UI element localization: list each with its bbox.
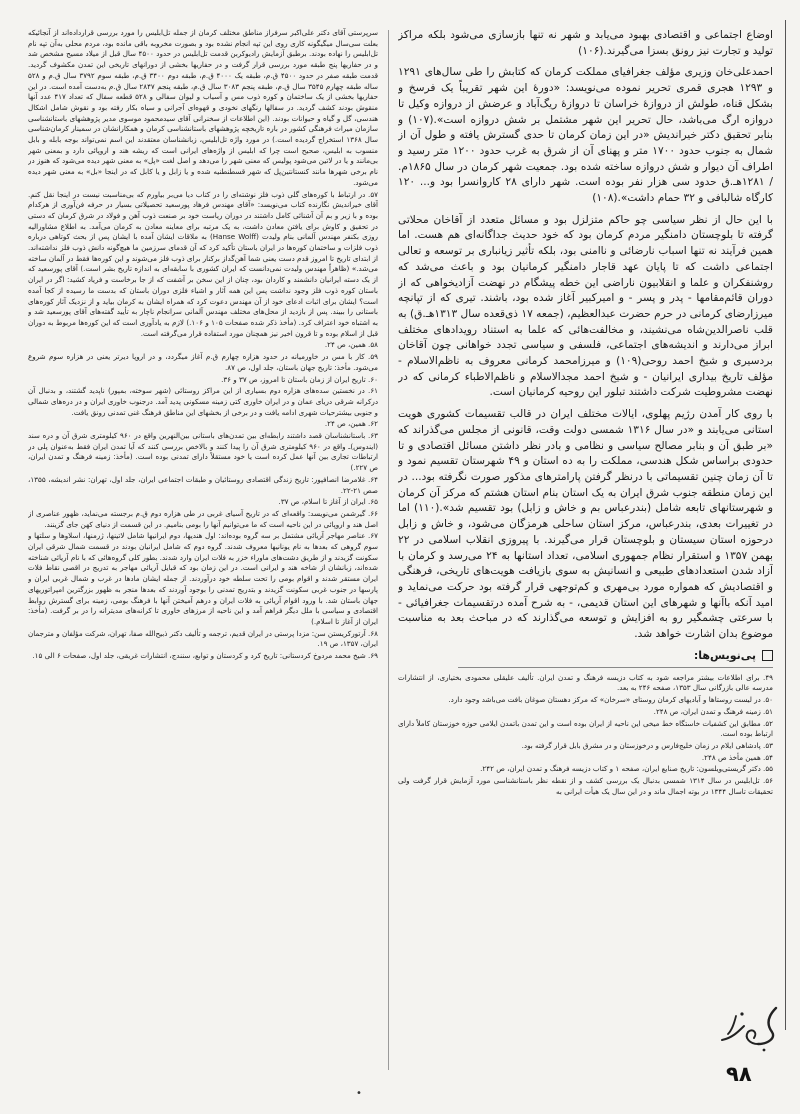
main-paragraph-4: با روی کار آمدن رژیم پهلوی، ایالات مختلف ایران در قالب تقسیمات کشوری هویت استانی می‌یابند و «در سال ۱۳۱۶ شمسی دولت وقت، قانونی از مجلس می‌گذراند که «بر طبق آن و بنابر مصالح سیاسی و نظامی و بادر نظر داشتن مسائل اقتصادی و تا حدودی براساس شکل هندسی، مملکت را به ده استان و ۴۹ شهرستان تقسیم نمود و تا آن زمان چنین تقسیماتی با درنظر گرفتن پارامترهای مذکور صورت نگرفته بود... در این زمان منطقه جنوب شرق ایران به یک استان بنام استان هشتم که مرکز آن کرمان و شهرستانهای تابعه شامل (بندرعباس بم و خاش و زابل) بود تقسیم شد».(۱۱۰) اما در تغییرات بعدی، بندرعباس، مرکز استان ساحلی هرمزگان می‌شود، و خاش و زابل درحوزه استان سیستان و بلوچستان قرار می‌گیرند. با پیروزی انقلاب اسلامی در ۲۲ بهمن ۱۳۵۷ و استقرار نظام جمهوری اسلامی، تعداد استانها به ۲۴ می‌رسد و کرمان با آزاد شدن استعدادهای طبیعی و انسانیش به سوی بازیافت هویت‌های تاریخی، فرهنگی و اقتصادیش که همواره مورد بی‌مهری و کم‌توجهی قرار گرفته بود حرکت می‌نماید و امید آنکه باآنها و شهرهای این استان قدیمی، - به شرح آمده درتقسیمات جغرافیائی - با سرعتی چشمگیر رو به افزایش و توسعه می‌گذارند که در مباحث بعد به مناسبت موضوع بدان اشارت خواهد شد. (398, 408, 773, 641)
footnote-68: ۶۸. آرتورکریستن سن: مزدا پرستی در ایران قدیم، ترجمه و تألیف دکتر ذبیح‌الله صفا، تهران، شرکت مؤلفان و مترجمان ایران، ۱۳۵۷، ص ۱۹. (28, 628, 378, 649)
footnote-58: ۵۸. همین، ص ۲۴. (324, 340, 378, 350)
footnote-61: ۶۱. در نخستین سده‌های هزاره دوم بسیاری از این مراکز روستائی (شهر سوخته، بمپور) ناپدید گشتند، و بدنبال آن درکرانه شرقی دریای عمان و در ایران خاوری کتی زمینه مسکونی پدید آمد. درجنوب خاوری ایران و در دره‌های شمالی و جنوبی بیشترحیات شهری ادامه یافت و در برخی از بخشهای این مناطق فرهنگ غنی تمدنی رونق یافت. (28, 386, 378, 417)
footnote-56-continued: سرپرستی آقای دکتر علی‌اکبر سرفراز مناطق مختلف کرمان از جمله تل‌ابلیس را مورد بررسی قرارداده‌اند از آنجائیکه بعلت سی‌سال میگیگونه کاری روی این تپه انجام نشده بود و بصورت مخروبه باقی مانده بود، مردم محلی به‌آن تپه نام تل‌ابلیس را نهاده بودند. برطبق آزمایش رادیوکربن قدمت تل‌ابلیس در حدود ۴۵۰۰ سال قبل از میلاد مسیح مشخص شد و در حفاریها پنج طبقه مورد بررسی قرار گرفت و در حفاریها بخشی از دورانهای تاریخی این تمدن مکشوف گردید. قدمت طبقه صفر در حدود ۴۵۰۰ ق.م، طبقه یک ۴۰۰۰ ق.م، طبقه دوم ۳۴۰۰ ق.م، طبقه سوم ۳۷۹۲ سال ق.م و ۵۲۸ ساله طبقه چهارم ۳۵۴۵ سال ق.م، طبقه پنجم ۳۰۸۳ سال ق.م، طبقه پنجم ۲۸۴۷ سال ق.م به‌دست آمده است. در این حفاریها بخشی از یک ساختمان و کوره ذوب مس و آسیاب و لیوان سفالی و ۵۲۸ قطعه سفال که تعداد ۴۱۷ عدد آنها منقوش بودند کشف گردید. در سفالها رنگهای نخودی و قهوه‌ای آجرانی و سیاه بکار رفته بود و نقوش شامل اشکال هندسی، گل و گیاه و حیوانات بودند. (این اطلاعات از سخنرانی آقای سیدمحمود موسوی مدیر پژوهشهای باستانشناسی سازمان میراث فرهنگی کشور در باره تاریخچه پژوهشهای باستانشناسی کرمان و همکارانشان در سمینار کرمان‌شناسی سال ۱۳۶۸ استخراج گردیده است.) در مورد واژه تل‌ابلیس، زبانشناسان معتقدند این اسم نمی‌تواند بوجه بابله و بابل منسوب به ابلیس، صحیح است چرا که ابلیس از واژه‌های ایرانی است که ریشه هند و اروپائی دارد و بمعنی شهر بی‌مانند و یا در لاتین می‌شود پولیس که معنی شهر را می‌دهد و اصل لغت «پل» به معنی شهر دیده می‌شود که هنوز در نام برخی شهرها مانند کنستانتین‌پل که شهر قسطنطنیه شده و یا زابل و یا کابل که در اینجا «بل» به معنی شهر دیده می‌شود. (28, 28, 378, 187)
page-edge-rule (785, 20, 786, 1030)
footnotes-heading (398, 649, 773, 662)
footnote-50: ۵۰. در لیست روستاها و آبادیهای کرمان روستای «سرخان» که مرکز دهستان صوغان بافت می‌باشد وجود دارد. (448, 695, 773, 705)
footnote-66: ۶۶. گیرشمن می‌نویسد: واقعه‌ای که در تاریخ آسیای غربی در طی هزاره دوم ق.م برجسته می‌نماید، ظهور عناصری از اصل هند و اروپائی در این ناحیه است که ما می‌توانیم آنها را بومی بنامیم. در این قسمت از دنیای کهن جای گزینند. (28, 508, 378, 529)
kerman-calligraphy-logo (714, 1002, 786, 1056)
footnote-63: ۶۳. باستانشناسان قصد داشتند رابطه‌ای بین تمدن‌های باستانی بین‌النهرین واقع در ۹۶۰ کیلومتری شرق آن و دره سند (ایندوس)ـ واقع در ۹۶۰ کیلومتری شرق آن را پیدا کنند و بالاخص بررسی کنند که آیا تمدن ایران فقط به‌عنوان پلی در ارتباطات تجاری بین آنها عمل کرده است یا خود مستقلاً دارای تمدنی بوده است. (مأخذ: زمینه فرهنگ و تمدن ایران، ص ۲۲۷.) (28, 431, 378, 473)
footnote-67: ۶۷. عناصر مهاجر آریائی مشتمل بر سه گروه بوده‌اند: اول هندیها، دوم ایرانیها شامل لاتینها، ژرمنها، اسلاوها و سلتها و سوم گروهی که بعدها به نام یونانیها معروف شدند. گروه دوم که شامل ایرانیان بودند در قسمت شمال شرقی ایران سکونت گزیدند و از طریق دشت‌های ماوراء خزر به فلات ایران وارد شدند. بطور کلی گروه‌هائی که با نام آریائی شناخته شده‌اند، زبانشان از شاخه هند و ایرانی است. در این زمان بود که قبایل آریائی مهاجر به تدریج در اقصی نقاط فلات ایران مستقر شدند و اقوام بومی را تحت سلطه خود درآوردند. از جمله ایشان مادها در غرب و شمال غربی ایران و پارسها در جنوب غربی سکونت گزیدند و بتدریج تمدنی را بوجود آوردند که بعدها منجر به ظهور بزرگترین امپراتوریهای جهان باستان شد. با ورود اقوام آریائی به فلات ایران و درهم آمیختن آنها با فرهنگ بومی، زمینه برای گسترش روابط اقتصادی و سیاسی با ملل دیگر فراهم آمد و این ناحیه از مرزهای خاوری تا کرانه‌های مدیترانه را در بر گرفت. (مأخذ: ایران از آغاز تا اسلام.) (28, 531, 378, 626)
footnotes-divider (458, 667, 773, 668)
footnote-49: ۴۹. برای اطلاعات بیشتر مراجعه شود به کتاب دزیسه فرهنگ و تمدن ایران. تألیف علیقلی محمودی بختیاری، از انتشارات مدرسه عالی بازرگانی سال ۱۳۵۳، صفحه ۲۴۶ به بعد. (398, 672, 773, 693)
footnote-53: ۵۳. پادشاهی ایلام در زمان خلیج‌فارس و درخوزستان و در مشرق بابل قرار گرفته بود. (521, 740, 773, 750)
footnote-57: ۵۷. در ارتباط با کوره‌های گلی ذوب فلز نوشته‌ای را در کتاب دیا می‌بر بیاورم که بی‌مناسبت نیست در اینجا نقل کنم. آقای خیراندیش نگارنده کتاب می‌نویسد: «آقای مهندس فرهاد پورسعید تحصیلاتی بسیار در حرفه فن‌آوری از هرکدام بوده و با زیر و بم آن آشنائی کامل داشتند در دوران ریاست خود بر صنعت ذوب آهن و فولاد در شرق کرمان که دستی در تحقیق و کاوش برای یافتن معادن داشت، به یک مرتبه برای معاینه معادن به کرمان می‌آمد. به اطلاع مشاورالیه روزی بکنفر مهندس آلمانی بنام ولیدت (Hanse Wolff) به ملاقات ایشان آمده با ایشان پس از بحث کوتاهی درباره ذوب فلزات و ساختمان کوره‌ها در ایران باستان تأکید کرد که آن قدمای سرزمین ما هیچ‌گونه دانش ذوب فلز نداشته‌اند. از ابتدای تاریخ تا امروز قدم دست یعنی شما آهن‌گداز برکنار برای ذوب فلز می‌شوند و این کوره‌ها فقط در آلمان ساخته می‌شد.» (ظاهراً مهندس ولیدت نمی‌دانست که ایران کشوری با سابقه‌ای به اندازه تاریخ بشر است.) آقای پورسعید که از یک دسته ایرانیان دانشمند و کاردان بود، چنان از این سخن بر آشفت که از جا برخاست و فریاد کشید: اگر در ایران باستان کوره ذوب فلز وجود نداشت پس این همه آثار و اشیاء فلزی دوران باستان که بدست ما رسیده از کجا آمده است؟ ایشان برای اثبات ادعای خود از آن مهندس دعوت کرد که همراه ایشان به کرمان بیاید و از نزدیک آثار کوره‌های باستانی را ببیند. پس از بازدید از محل‌های مختلف مهندس آلمانی سرانجام ناچار به تأیید گفته‌های آقای پورسعید شد و به اشتباه خود اعتراف کرد. (مأخذ ذکر شده صفحات ۱۰۵ و ۱۰۶.) لازم به یادآوری است که این کوره‌ها مربوط به دوران قبل از اسلام بوده و تا قرون اخیر نیز همچنان مورد استفاده قرار می‌گرفته است. (28, 189, 378, 338)
footnote-64: ۶۴. غلامرضا انصافپور: تاریخ زندگی اقتصادی روستائیان و طبقات اجتماعی ایران، جلد اول، تهران: نشر اندیشه، ۱۳۵۵، صص ۲۱-۲۲. (28, 474, 378, 495)
bottom-dot: • (356, 1088, 362, 1099)
footnote-52: ۵۲. مطابق این کشفیات خاستگاه خط میخی این ناحیه از ایران بوده است و این تمدن باتمدن ایلامی حوزه خوزستان کاملاً دارای ارتباط بوده است. (398, 718, 773, 739)
footnote-56: ۵۶. تل‌ابلیس در سال ۱۳۱۴ شمسی بدنبال یک بررسی کشف و از نقطه نظر باستانشناسی مورد آزمایش قرار گرفت ولی تحقیقات تاسال ۱۳۴۴ در بوته اجمال ماند و در این سال یک هیأت ایرانی به (398, 776, 773, 796)
footnote-54: ۵۴. همین مأخذ ص ۲۴۸. (701, 752, 773, 762)
page-number: ۹۸ (726, 1062, 752, 1086)
main-paragraph-1: اوضاع اجتماعی و اقتصادی بهبود می‌یابد و شهر نه تنها بازسازی می‌شود بلکه مراکز تولید و تجارت نیز رونق بسزا می‌گیرند.(۱۰۶) (398, 29, 773, 57)
footnote-59: ۵۹. کار با مس در خاورمیانه در حدود هزاره چهارم ق.م آغاز میگردد، و در اروپا دیرتر یعنی در هزاره سوم شروع می‌شود. مأخذ: تاریخ جهان باستان، جلد اول، ص ۸۷. (28, 352, 378, 372)
footnote-69: ۶۹. شیخ محمد مردوخ کردستانی: تاریخ کرد و کردستان و توابع، سنندج، انتشارات غریقی، جلد اول، صفحات ۶ الی ۱۵. (32, 651, 378, 661)
footnote-55: ۵۵. دکتر گریستی‌ویلسون: تاریخ صنایع ایران، صفحه ۱ و کتاب دزیسه فرهنگ و تمدن ایران، ص ۲۴۲. (480, 764, 773, 774)
footnotes-continued-column (28, 28, 378, 1090)
footnotes-heading-label: پی‌نویس‌ها: (693, 648, 756, 662)
column-divider (388, 30, 389, 1070)
square-icon (762, 650, 773, 661)
footnote-51: ۵۱. زمینه فرهنگ و تمدن ایران، ص ۲۴۸. (653, 706, 773, 716)
main-column (398, 28, 773, 1030)
footnote-62: ۶۲. همین، ص ۲۴. (324, 419, 378, 429)
footnote-65: ۶۵. ایران از آغاز تا اسلام، ص ۳۷. (278, 497, 378, 507)
footnote-60: ۶۰. تاریخ ایران از زمان باستان تا امروز، ص ۳۷ و ۳۶. (221, 374, 378, 384)
main-paragraph-3: با این حال از نظر سیاسی چو حاکم متزلزل بود و مسائل متعدد از آقاخان محلاتی گرفته تا بلوچستان دامنگیر مردم کرمان بود که خود حدیث جداگانه‌ای هم هست. اما همین فرآیند نه تنها اسباب نارضائی و ناامنی بود، بلکه تأثیر زیانباری بر توسعه و تعالی اجتماعی داشت که تا پایان عهد قاجار دامنگیر کرمانیان بود و باعث می‌شد که روشنفکران و علما و انقلابیون ناراضی این خطه پیشگام در نهضت آزادیخواهی که از دوران قائم‌مقامها - پدر و پسر - و امیرکبیر آغاز شده بود، باشند. تیری که از تپانچه میرزارضای کرمانی در حرم حضرت عبدالعظیم، (جمعه ۱۷ ذی‌قعده سال ۱۳۱۳هـ.ق) به قلب ناصرالدین‌شاه می‌نشیند، و مخالفت‌هائی که علما به استناد رویدادهای مختلف ابراز می‌دارند و اندیشه‌های اجتماعی، فلسفی و سیاسی تجدد خواهانی چون آقاخان بردسیری و شیخ احمد روحی(۱۰۹) و میرزامحمد کرمانی معروف به ناظم‌الاسلام - مؤلف تاریخ بیداری ایرانیان - و شیخ احمد مجدالاسلام و ناظم‌الاطباء کرمانی که در نهضت مشروطیت شرکت داشتند تبلور این روحیه کرمانیان است. (398, 213, 773, 399)
main-paragraph-2: احمدعلی‌خان وزیری مؤلف جغرافیای مملکت کرمان که کتابش را طی سال‌های ۱۲۹۱ و ۱۲۹۳ هجری قمری تحریر نموده می‌نویسد: «دوره‌ٔ این شهر تقریباً یک فرسخ و بشکل قناه، طولش از دروازه‌ٔ خراسان تا دروازه‌ٔ ریگ‌آباد و عرضش از دروازه وکیل تا دروازه ارگ می‌باشد، حال تحریر این شهر مشتمل بر شش دروازه است».(۱۰۷) و بنابر تحقیق دکتر خیراندیش «در این زمان کرمان تا حدی گسترش یافته و طول آن از شمال به جنوب حدود ۱۷۰۰ متر و پهنای آن از شرق به غرب حدود ۱۲۰۰ متر رسید و اطراف آن دیوار و شش دروازه ساخته شده بود. جمعیت شهر کرمان در سال ۱۸۶۵م. / ۱۲۸۱هـ.ق حدود سی هزار نفر بوده است. شهر دارای ۲۸ کاروانسرا بود و... ۱۲۰ کارگاه شالبافی و ۳۲ حمام داشت».(۱۰۸) (398, 66, 773, 205)
